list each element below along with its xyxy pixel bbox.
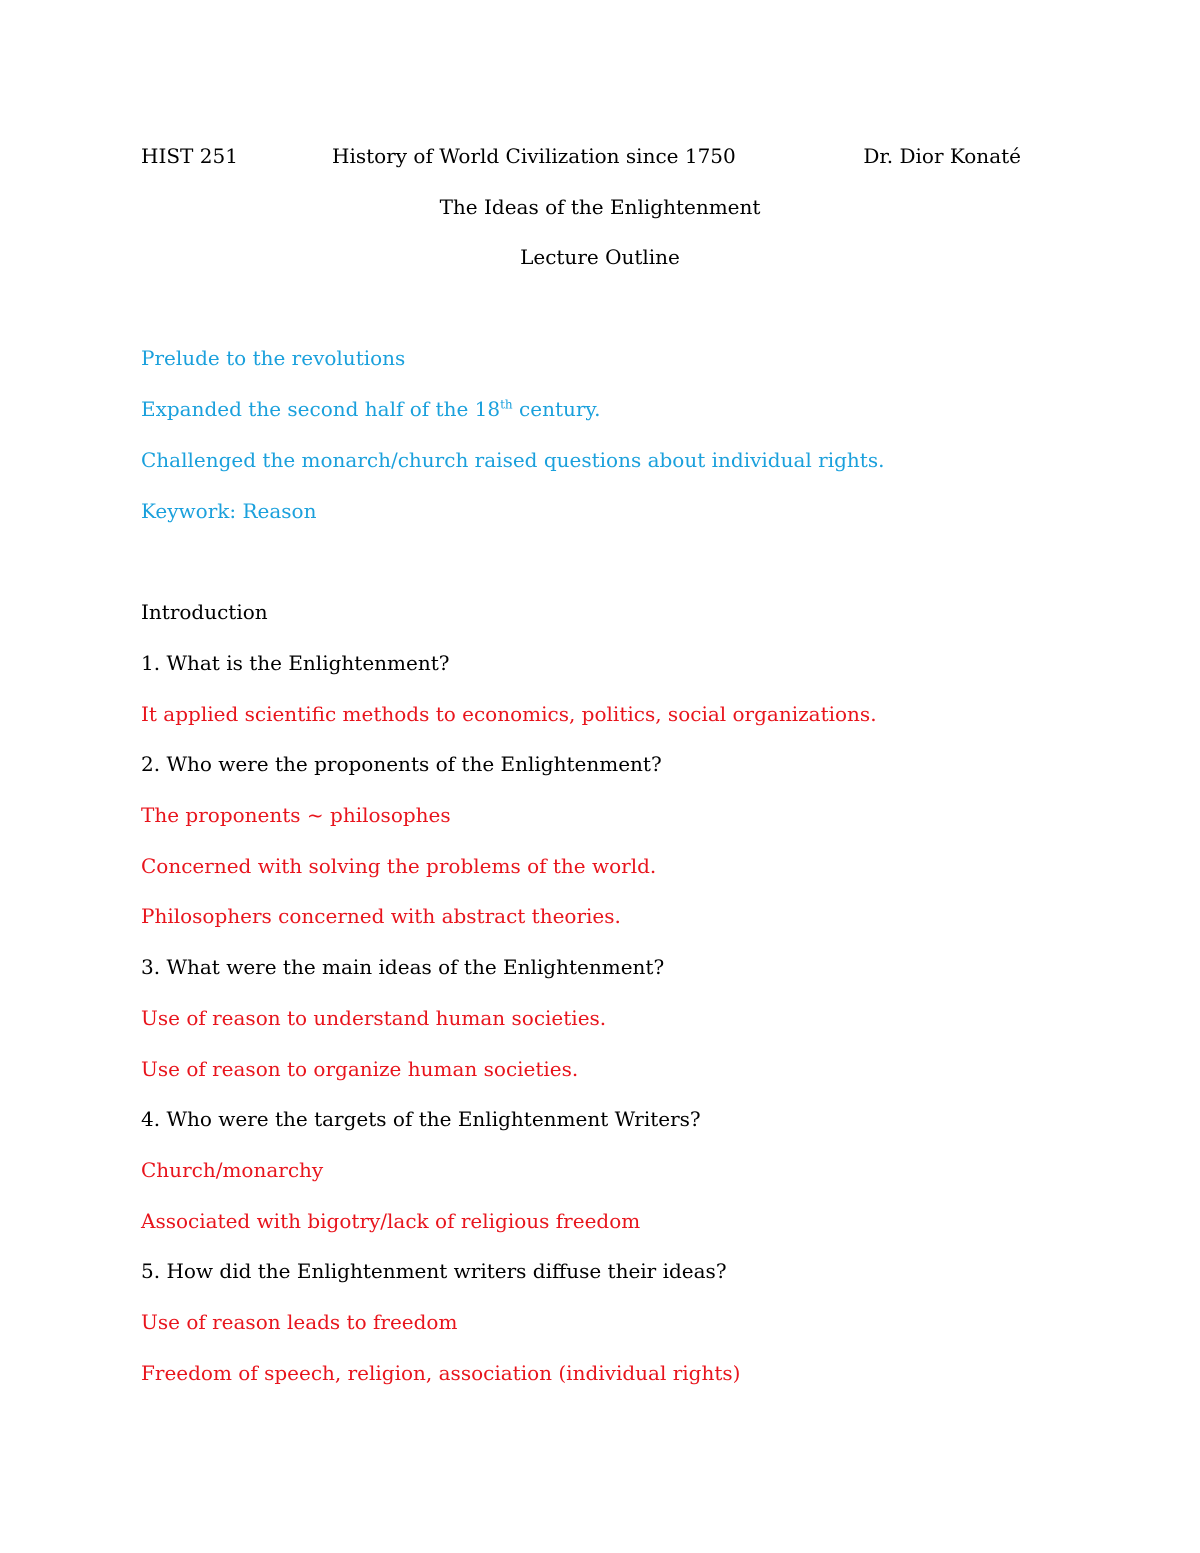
answer: It applied scientific methods to economics, politics, social organizations. [141, 702, 877, 726]
prelude-line: Prelude to the revolutions [141, 346, 406, 370]
course-code: HIST 251 [141, 144, 238, 168]
ordinal-superscript: th [500, 397, 513, 412]
document-header [141, 144, 1021, 172]
answer: Use of reason to understand human societies. [141, 1006, 607, 1030]
document-title: The Ideas of the Enlightenment [439, 195, 761, 219]
question: 1. What is the Enlightenment? [141, 651, 450, 675]
course-title: History of World Civilization since 1750 [332, 144, 736, 168]
document-subtitle: Lecture Outline [520, 245, 680, 269]
prelude-text: Expanded the second half of the 18 [141, 397, 501, 421]
prelude-text: century. [512, 397, 601, 421]
answer: Philosophers concerned with abstract theories. [141, 904, 621, 928]
question: 2. Who were the proponents of the Enlightenment? [141, 752, 662, 776]
section-heading: Introduction [141, 600, 268, 624]
question: 5. How did the Enlightenment writers diffuse their ideas? [141, 1259, 727, 1283]
answer: Use of reason leads to freedom [141, 1310, 458, 1334]
answer: Church/monarchy [141, 1158, 324, 1182]
keyword-line: Keywork: Reason [141, 499, 317, 523]
answer: Freedom of speech, religion, association (individual rights) [141, 1361, 741, 1385]
answer: Associated with bigotry/lack of religious freedom [141, 1209, 641, 1233]
instructor-name: Dr. Dior Konaté [863, 144, 1021, 168]
answer: The proponents ~ philosophes [141, 803, 451, 827]
answer: Use of reason to organize human societies. [141, 1057, 579, 1081]
prelude-line [141, 397, 600, 421]
answer: Concerned with solving the problems of the world. [141, 854, 657, 878]
question: 4. Who were the targets of the Enlightenment Writers? [141, 1107, 701, 1131]
question: 3. What were the main ideas of the Enlightenment? [141, 955, 665, 979]
prelude-line: Challenged the monarch/church raised questions about individual rights. [141, 448, 885, 472]
